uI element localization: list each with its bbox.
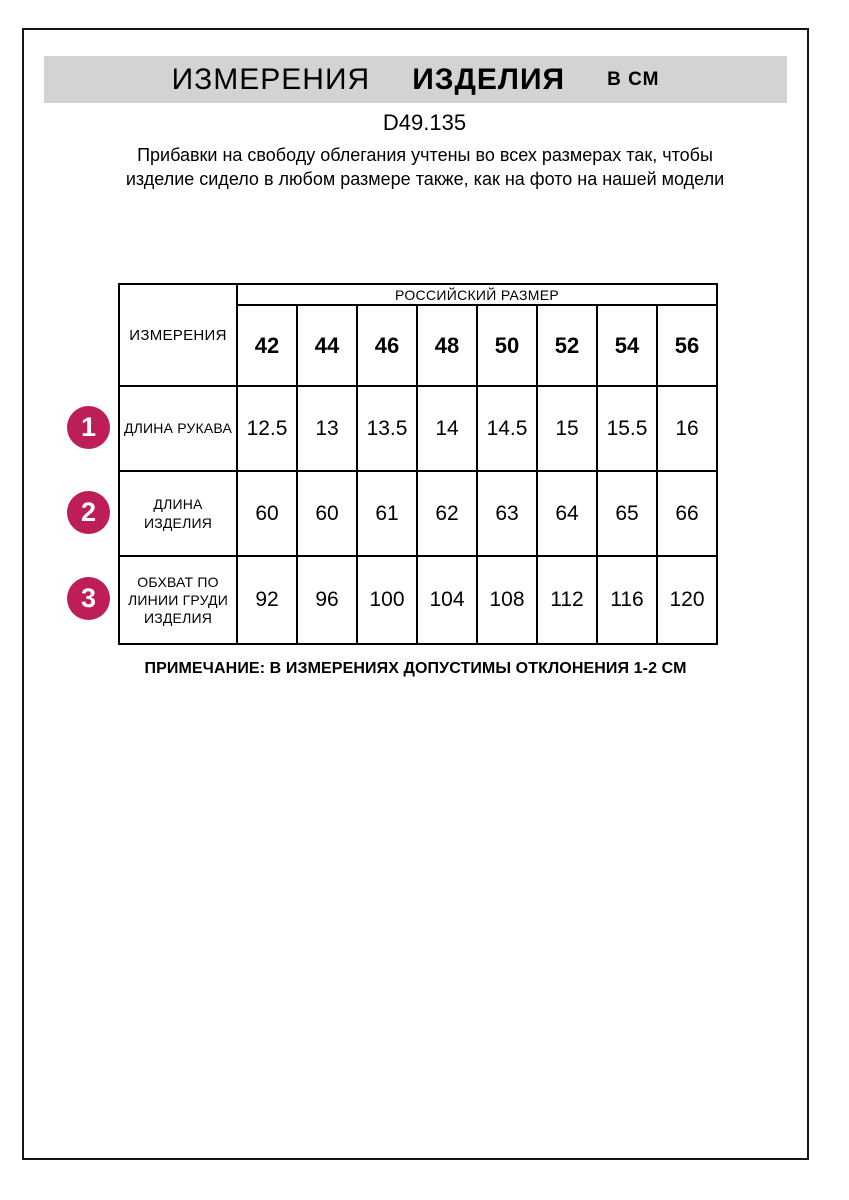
size-header: 50	[477, 305, 537, 386]
row-label: ОБХВАТ ПО ЛИНИИ ГРУДИ ИЗДЕЛИЯ	[119, 556, 237, 644]
size-header: 56	[657, 305, 717, 386]
size-header: 54	[597, 305, 657, 386]
measurement-value: 104	[417, 556, 477, 644]
measurement-value: 62	[417, 471, 477, 556]
measurement-value: 63	[477, 471, 537, 556]
measurement-value: 12.5	[237, 386, 297, 471]
measurement-value: 16	[657, 386, 717, 471]
product-code: D49.135	[382, 110, 467, 135]
fit-description: Прибавки на свободу облегания учтены во всех размерах так, чтобы изделие сидело в любом размере также, как на фото на нашей модели	[125, 145, 725, 189]
measurement-value: 14.5	[477, 386, 537, 471]
measurement-value: 96	[297, 556, 357, 644]
tolerance-note: ПРИМЕЧАНИЕ: В ИЗМЕРЕНИЯХ ДОПУСТИМЫ ОТКЛОНЕНИЯ 1-2 СМ	[144, 660, 687, 677]
measurement-value: 92	[237, 556, 297, 644]
size-header: 44	[297, 305, 357, 386]
size-table	[118, 283, 718, 645]
row-label: ДЛИНА ИЗДЕЛИЯ	[119, 471, 237, 556]
measurements-header-cell: ИЗМЕРЕНИЯ	[119, 284, 237, 386]
row-number-badge-1: 1	[67, 406, 110, 449]
title-product: ИЗДЕЛИЯ	[412, 62, 566, 96]
size-header: 48	[417, 305, 477, 386]
measurement-value: 116	[597, 556, 657, 644]
measurement-value: 14	[417, 386, 477, 471]
table-row-sleeve-length	[119, 386, 717, 471]
measurement-value: 108	[477, 556, 537, 644]
measurement-value: 61	[357, 471, 417, 556]
measurement-value: 100	[357, 556, 417, 644]
table-group-header-row	[119, 284, 717, 305]
size-header: 52	[537, 305, 597, 386]
measurement-value: 65	[597, 471, 657, 556]
size-header: 46	[357, 305, 417, 386]
measurement-value: 15	[537, 386, 597, 471]
title-units: В СМ	[607, 68, 660, 90]
measurement-value: 112	[537, 556, 597, 644]
title-measurements: ИЗМЕРЕНИЯ	[171, 62, 371, 96]
measurement-value: 13.5	[357, 386, 417, 471]
measurement-value: 66	[657, 471, 717, 556]
row-number-badge-2: 2	[67, 491, 110, 534]
table-row-chest-girth	[119, 556, 717, 644]
size-header: 42	[237, 305, 297, 386]
row-number-badge-3: 3	[67, 577, 110, 620]
measurement-value: 120	[657, 556, 717, 644]
measurement-value: 60	[237, 471, 297, 556]
table-row-item-length	[119, 471, 717, 556]
row-label: ДЛИНА РУКАВА	[119, 386, 237, 471]
measurement-value: 13	[297, 386, 357, 471]
russian-size-header-cell: РОССИЙСКИЙ РАЗМЕР	[237, 284, 717, 305]
measurement-value: 60	[297, 471, 357, 556]
measurement-value: 15.5	[597, 386, 657, 471]
measurement-value: 64	[537, 471, 597, 556]
title-bar	[44, 56, 787, 103]
